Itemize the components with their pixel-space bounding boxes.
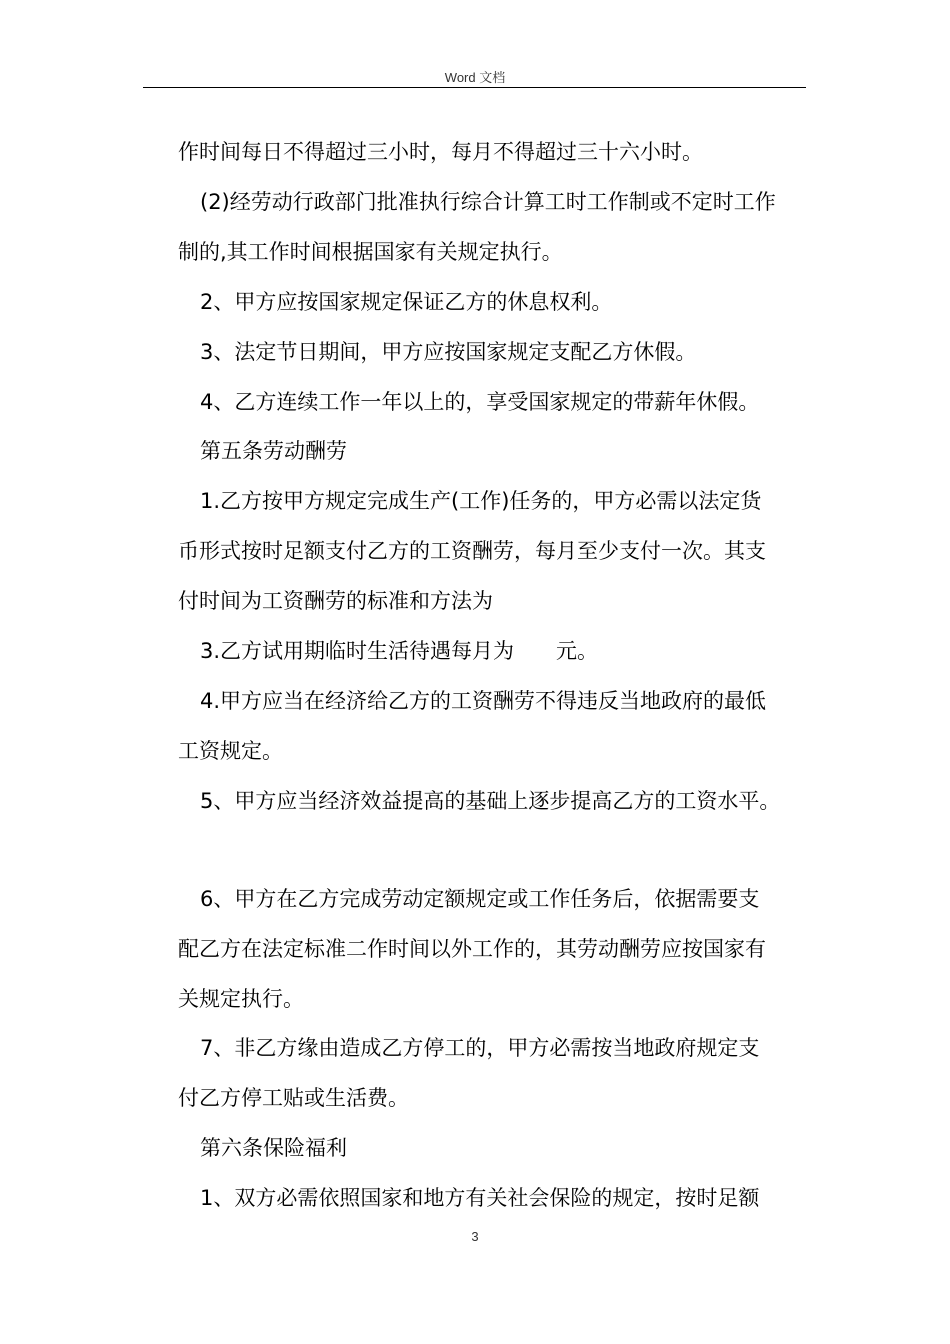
section-heading: 第五条劳动酬劳 bbox=[200, 439, 347, 463]
body-line: 3.乙方试用期临时生活待遇每月为 元。 bbox=[200, 639, 599, 663]
body-line: (2)经劳动行政部门批准执行综合计算工时工作制或不定时工作 bbox=[200, 190, 776, 214]
body-line: 工资规定。 bbox=[178, 739, 283, 763]
body-line: 币形式按时足额支付乙方的工资酬劳，每月至少支付一次。其支 bbox=[178, 539, 766, 563]
body-line: 3、法定节日期间，甲方应按国家规定支配乙方休假。 bbox=[200, 340, 697, 364]
page-header-title: Word 文档 bbox=[444, 70, 506, 85]
body-line: 关规定执行。 bbox=[178, 987, 304, 1011]
body-line: 1.乙方按甲方规定完成生产(工作)任务的，甲方必需以法定货 bbox=[200, 489, 762, 513]
body-line: 制的,其工作时间根据国家有关规定执行。 bbox=[178, 240, 563, 264]
body-line: 2、甲方应按国家规定保证乙方的休息权利。 bbox=[200, 290, 613, 314]
body-line: 付乙方停工贴或生活费。 bbox=[178, 1086, 409, 1110]
body-line: 5、甲方应当经济效益提高的基础上逐步提高乙方的工资水平。 bbox=[200, 789, 781, 813]
page-number: 3 bbox=[471, 1229, 479, 1244]
body-line: 7、非乙方缘由造成乙方停工的，甲方必需按当地政府规定支 bbox=[200, 1036, 760, 1060]
section-heading: 第六条保险福利 bbox=[200, 1136, 347, 1160]
body-line: 4.甲方应当在经济给乙方的工资酬劳不得违反当地政府的最低 bbox=[200, 689, 767, 713]
body-line: 4、乙方连续工作一年以上的，享受国家规定的带薪年休假。 bbox=[200, 390, 760, 414]
body-line: 作时间每日不得超过三小时，每月不得超过三十六小时。 bbox=[178, 140, 703, 164]
body-line: 配乙方在法定标准二作时间以外工作的，其劳动酬劳应按国家有 bbox=[178, 937, 766, 961]
body-line: 付时间为工资酬劳的标准和方法为 bbox=[178, 589, 493, 613]
body-line: 6、甲方在乙方完成劳动定额规定或工作任务后，依据需要支 bbox=[200, 887, 760, 911]
body-line: 1、双方必需依照国家和地方有关社会保险的规定，按时足额 bbox=[200, 1186, 760, 1210]
